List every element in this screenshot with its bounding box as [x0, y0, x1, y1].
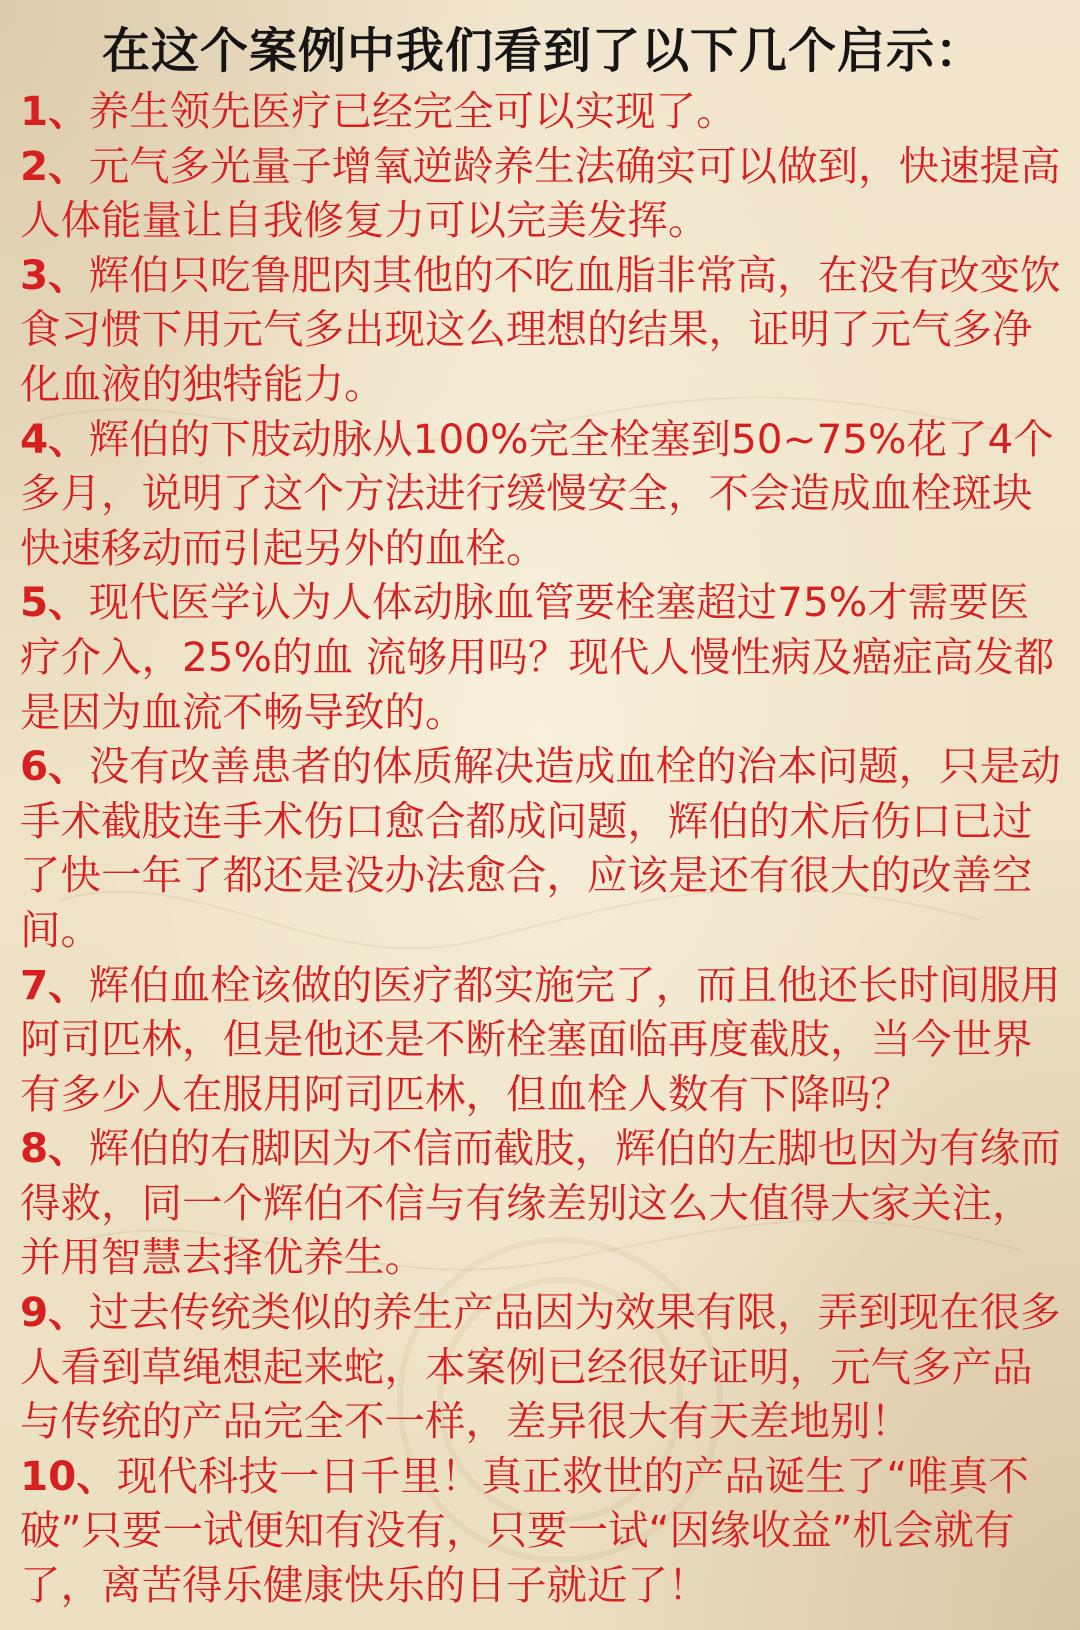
item-text: 过去传统类似的养生产品因为效果有限，弄到现在很多人看到草绳想起来蛇，本案例已经很好证明，元气多产品与传统的产品完全不一样，差异很大有天差地别！	[20, 1288, 1061, 1446]
list-item-2	[20, 139, 1066, 248]
item-number: 2、	[20, 141, 89, 190]
page-title: 在这个案例中我们看到了以下几个启示：	[101, 23, 984, 79]
item-text: 现代科技一日千里！真正救世的产品诞生了“唯真不破”只要一试便知有没有，只要一试“因缘收益”机会就有了，离苦得乐健康快乐的日子就近了！	[20, 1451, 1029, 1610]
item-text: 辉伯的右脚因为不信而截肢，辉伯的左脚也因为有缘而得救，同一个辉伯不信与有缘差别这么大值得大家关注，并用智慧去择优养生。	[20, 1124, 1061, 1282]
item-number: 5、	[20, 578, 89, 627]
item-text: 辉伯的下肢动脉从100%完全栓塞到50~75%花了4个多月，说明了这个方法进行缓慢安全，不会造成血栓斑块快速移动而引起另外的血栓。	[20, 414, 1054, 572]
list-item-9	[20, 1285, 1066, 1449]
item-text: 元气多光量子增氧逆龄养生法确实可以做到，快速提高人体能量让自我修复力可以完美发挥。	[20, 141, 1061, 245]
list-item-6	[20, 739, 1066, 957]
item-number: 3、	[20, 250, 89, 299]
list-item-8	[20, 1121, 1066, 1285]
item-number: 4、	[20, 414, 89, 463]
item-number: 10、	[20, 1451, 117, 1500]
list-item-1	[20, 84, 1066, 139]
list-item-5	[20, 575, 1066, 739]
item-text: 辉伯血栓该做的医疗都实施完了，而且他还长时间服用阿司匹林，但是他还是不断栓塞面临再度截肢，当今世界有多少人在服用阿司匹林，但血栓人数有下降吗？	[20, 960, 1061, 1118]
item-text: 没有改善患者的体质解决造成血栓的治本问题，只是动手术截肢连手术伤口愈合都成问题，辉伯的术后伤口已过了快一年了都还是没办法愈合，应该是还有很大的改善空间。	[20, 742, 1061, 954]
item-number: 9、	[20, 1288, 89, 1337]
list-item-4	[20, 412, 1066, 576]
list-item-10	[20, 1449, 1066, 1613]
item-text: 现代医学认为人体动脉血管要栓塞超过75%才需要医疗介入，25%的血 流够用吗？现代人慢性病及癌症高发都是因为血流不畅导致的。	[20, 578, 1055, 736]
item-text: 养生领先医疗已经完全可以实现了。	[88, 87, 737, 135]
item-number: 6、	[20, 742, 89, 791]
item-text: 辉伯只吃鲁肥肉其他的不吃血脂非常高，在没有改变饮食习惯下用元气多出现这么理想的结果，证明了元气多净化血液的独特能力。	[20, 250, 1061, 408]
item-number: 8、	[20, 1124, 89, 1173]
document-body	[20, 22, 1066, 1613]
item-number: 1、	[20, 87, 89, 135]
list-item-7	[20, 958, 1066, 1122]
item-number: 7、	[20, 960, 89, 1009]
list-item-3	[20, 248, 1066, 412]
